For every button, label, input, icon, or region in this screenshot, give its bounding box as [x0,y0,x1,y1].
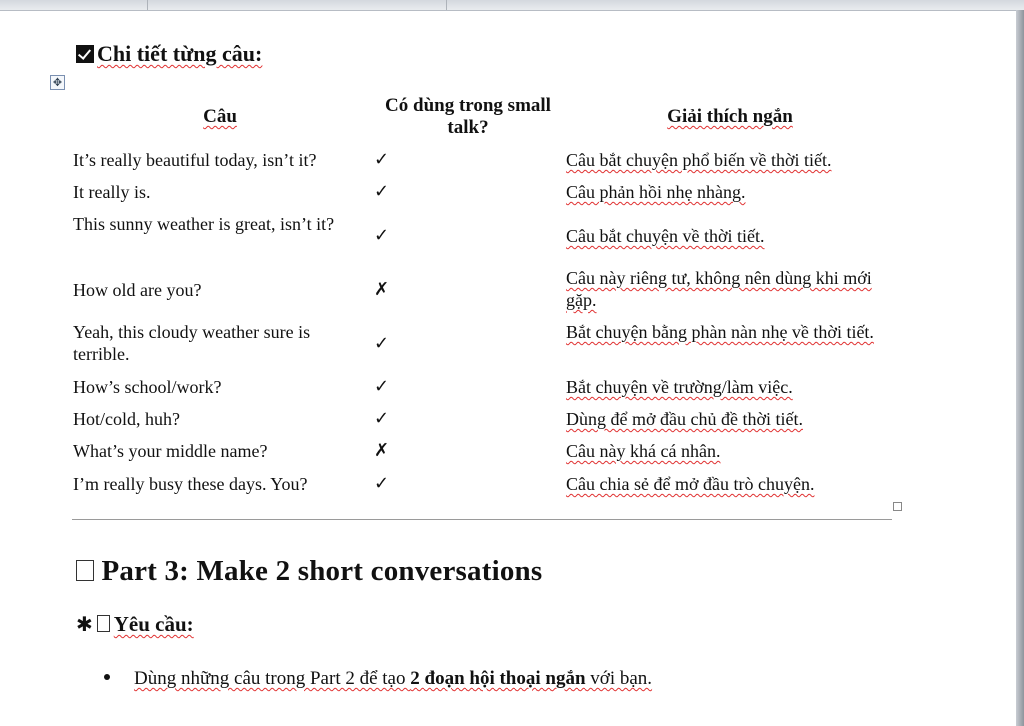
table-cell-sentence: This sunny weather is great, isn’t it? [73,214,335,234]
table-header-sentence: Câu [203,106,237,127]
table-cell-sentence: It’s really beautiful today, isn’t it? [73,150,317,170]
table-move-handle-icon[interactable]: ✥ [50,75,65,90]
table-cell-sentence: I’m really busy these days. You? [73,474,308,494]
table-cell-explanation: Câu bắt chuyện về thời tiết. [566,226,765,246]
window-edge [1016,10,1024,726]
table-cell-explanation: Câu bắt chuyện phổ biến về thời tiết. [566,150,832,170]
cross-icon: ✗ [374,279,390,300]
table-cell-explanation: Bắt chuyện bằng phàn nàn nhẹ về thời tiết. [566,322,874,342]
ruler-bar [0,0,1024,11]
check-icon: ✓ [374,376,390,397]
table-cell-sentence: How old are you? [73,280,202,300]
table-cell-explanation: Dùng để mở đầu chủ đề thời tiết. [566,409,803,429]
table-cell-explanation: Bắt chuyện về trường/làm việc. [566,377,793,397]
table-cell-sentence: What’s your middle name? [73,441,268,461]
table-cell-sentence: Hot/cold, huh? [73,409,180,429]
table-cell-explanation: Câu phản hồi nhẹ nhàng. [566,182,746,202]
table-header-smalltalk: Có dùng trong small talk? [385,95,551,138]
requirement-heading: ✱ Yêu cầu: [76,612,194,636]
horizontal-rule [72,519,892,520]
box-icon [97,615,110,632]
table-cell-sentence: How’s school/work? [73,377,222,397]
section-heading: Chi tiết từng câu: [76,41,262,67]
table-header-explanation: Giải thích ngắn [667,106,793,127]
table-cell-sentence: It really is. [73,182,151,202]
cross-icon: ✗ [374,440,390,461]
box-icon [76,560,94,581]
check-icon: ✓ [374,181,390,202]
ruler-tick [446,0,447,10]
check-icon: ✓ [374,225,390,246]
table-cell-explanation: Câu này khá cá nhân. [566,441,721,461]
checkbox-icon [76,45,94,63]
check-icon: ✓ [374,333,390,354]
table-cell-explanation: Câu chia sẻ để mở đầu trò chuyện. [566,474,815,494]
table-resize-handle[interactable] [893,502,902,511]
table-cell-sentence: Yeah, this cloudy weather sure is terrible. [73,322,311,364]
check-icon: ✓ [374,473,390,494]
ruler-tick [147,0,148,10]
document-page[interactable] [0,11,1016,726]
bullet-icon [104,674,110,680]
list-item: Dùng những câu trong Part 2 để tạo 2 đoạn hội thoại ngắn với bạn. [104,667,652,691]
asterisk-icon: ✱ [76,612,93,636]
table-cell-explanation: Câu này riêng tư, không nên dùng khi mới gặp. [566,268,872,310]
check-icon: ✓ [374,408,390,429]
check-icon: ✓ [374,149,390,170]
part3-heading: Part 3: Make 2 short conversations [76,554,542,588]
